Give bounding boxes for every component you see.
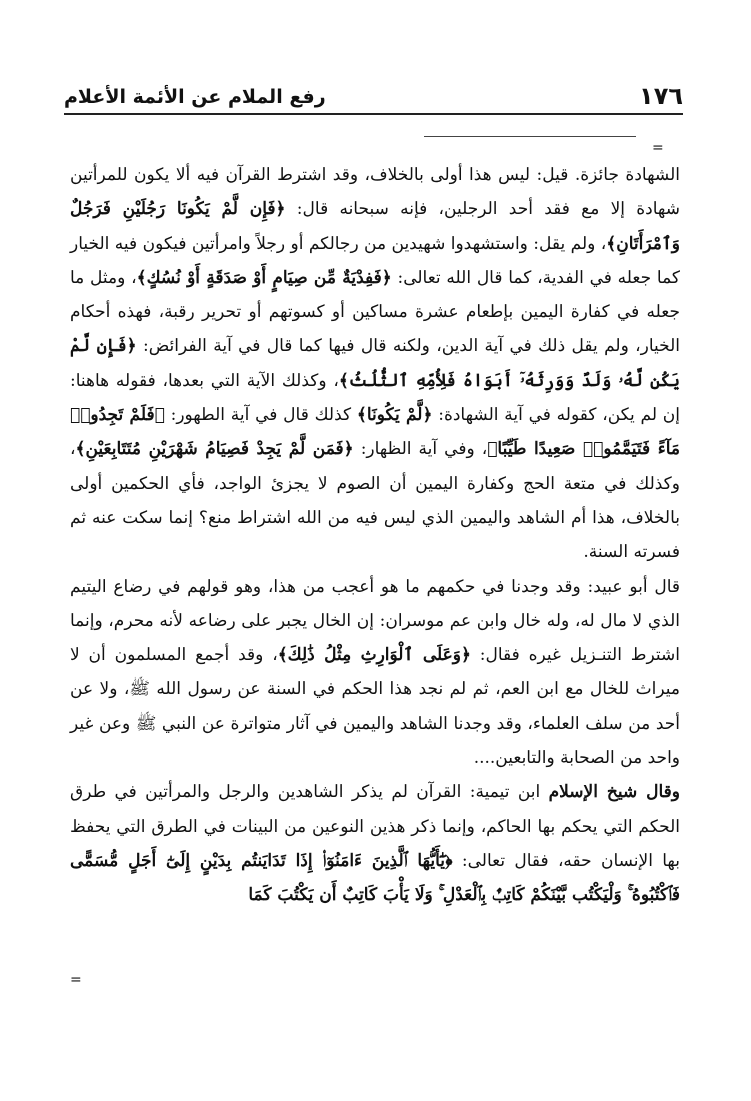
- separator-rule: [424, 136, 636, 137]
- quran-verse: ﴿وَعَلَى ٱلْوَارِثِ مِثْلُ ذَٰلِكَ﴾: [277, 645, 471, 666]
- quran-verse: ﴿فَإِن لَّمْ يَكُونَا رَجُلَيْنِ فَرَجُلٌ وَٱمْرَأَتَانِ﴾: [70, 199, 680, 254]
- text-segment: كذلك قال في آية الطهور:: [164, 405, 357, 426]
- text-segment: قال أبو عبيد: وقد وجدنا في حكمهم ما هو أعجب من هذا، وهو قولهم في رضاع اليتيم الذي لا مال له، وله خال وابن عم موسران: إن الخال يجبر على رضاعه لأنه محرم، وإنما اشترط التنـزيل غيره فقال:: [70, 576, 680, 666]
- paragraph-1: [70, 158, 680, 570]
- running-title: رفع الملام عن الأئمة الأعلام: [64, 86, 326, 108]
- text-segment: ، ومثل ما جعله في كفارة اليمين بإطعام عشرة مساكين أو كسوتهم أو تحرير رقبة، فهذه أحكام الخيار، ولم يقل ذلك في آية الدين، ولكنه قال فيها كما قال في آية الفرائض:: [70, 267, 681, 357]
- quran-verse: ﴿فَفِدْيَةٌ مِّن صِيَامٍ أَوْ صَدَقَةٍ أَوْ نُسُكٍ﴾: [136, 267, 392, 288]
- text-segment: ابن تيمية: القرآن لم يذكر الشاهدين والرجل والمرأتين في طرق الحكم التي يحكم بها الحاكم، وإنما ذكر هذين النوعين من البينات في الطرق التي يحفظ بها الإنسان حقه، فقال تعالى:: [70, 782, 680, 871]
- paragraph-2: [70, 570, 680, 776]
- scholar-name: وقال شيخ الإسلام: [548, 782, 681, 803]
- continuation-marker-top: =: [652, 140, 664, 156]
- text-segment: ، وقد أجمع المسلمون أن لا ميراث للخال مع ابن العم، ثم لم نجد هذا الحكم في السنة عن رسول الله ﷺ، ولا عن أحد من سلف العلماء، وقد وجدنا الشاهد واليمين في آثار متواترة عن النبي ﷺ وعن غير واحد من الصحابة والتابعين....: [70, 645, 680, 769]
- page-header: [64, 82, 683, 112]
- text-segment: ، وكذلك في متعة الحج وكفارة اليمين أن الصوم لا يجزئ الواجد، فأي الحكمين أولى بالخلاف، هذا أم الشاهد واليمين الذي ليس فيه من الله اشتراط منع؟ إنما سكت عنه ثم فسرته السنة.: [70, 439, 680, 563]
- body-text: [70, 158, 680, 913]
- text-segment: ، ولم يقل: واستشهدوا شهيدين من رجالكم أو رجلاً وامرأتين فيكون فيه الخيار كما جعله في الفدية، كما قال الله تعالى:: [70, 233, 680, 288]
- page-number: ١٧٦: [639, 82, 683, 110]
- quran-verse: ﴿يَٰٓأَيُّهَا ٱلَّذِينَ ءَامَنُوٓا۟ إِذَا تَدَايَنتُم بِدَيْنٍ إِلَىٰٓ أَجَلٍ مُّسَمًّى فَٱكْتُبُوهُ ۚ وَلْيَكْتُب بَّيْنَكُمْ كَاتِبٌۢ بِٱلْعَدْلِ ۚ وَلَا يَأْبَ كَاتِبٌ أَن يَكْتُبَ كَمَا: [70, 850, 680, 906]
- quran-verse: ﴿لَّمْ يَكُونَا﴾: [356, 405, 433, 426]
- paragraph-3: [70, 775, 680, 912]
- quran-verse: ﴿فَمَن لَّمْ يَجِدْ فَصِيَامُ شَهْرَيْنِ مُتَتَابِعَيْنِ﴾: [75, 439, 354, 460]
- text-segment: ، وفي آية الظهار:: [353, 439, 488, 460]
- quran-verse: ﴿فَلَمْ تَجِدُوا۟ مَآءً فَتَيَمَّمُوا۟ صَعِيدًا طَيِّبًا﴾: [70, 405, 680, 460]
- text-segment: ، وكذلك الآية التي بعدها، فقوله هاهنا: إن لم يكن، كقوله في آية الشهادة:: [70, 370, 681, 426]
- continuation-marker-bottom: =: [70, 972, 82, 988]
- text-segment: الشهادة جائزة. قيل: ليس هذا أولى بالخلاف، وقد اشترط القرآن فيه ألا يكون للمرأتين شهادة إلا مع فقد أحد الرجلين، فإنه سبحانه قال:: [70, 165, 680, 220]
- quran-verse: ﴿فَإِن لَّمْ يَكُن لَّهُۥ وَلَدٌ وَوَرِثَهُۥٓ أَبَوَاهُ فَلِأُمِّهِ ٱلثُّلُثُ﴾: [70, 336, 680, 391]
- header-rule: [64, 113, 683, 115]
